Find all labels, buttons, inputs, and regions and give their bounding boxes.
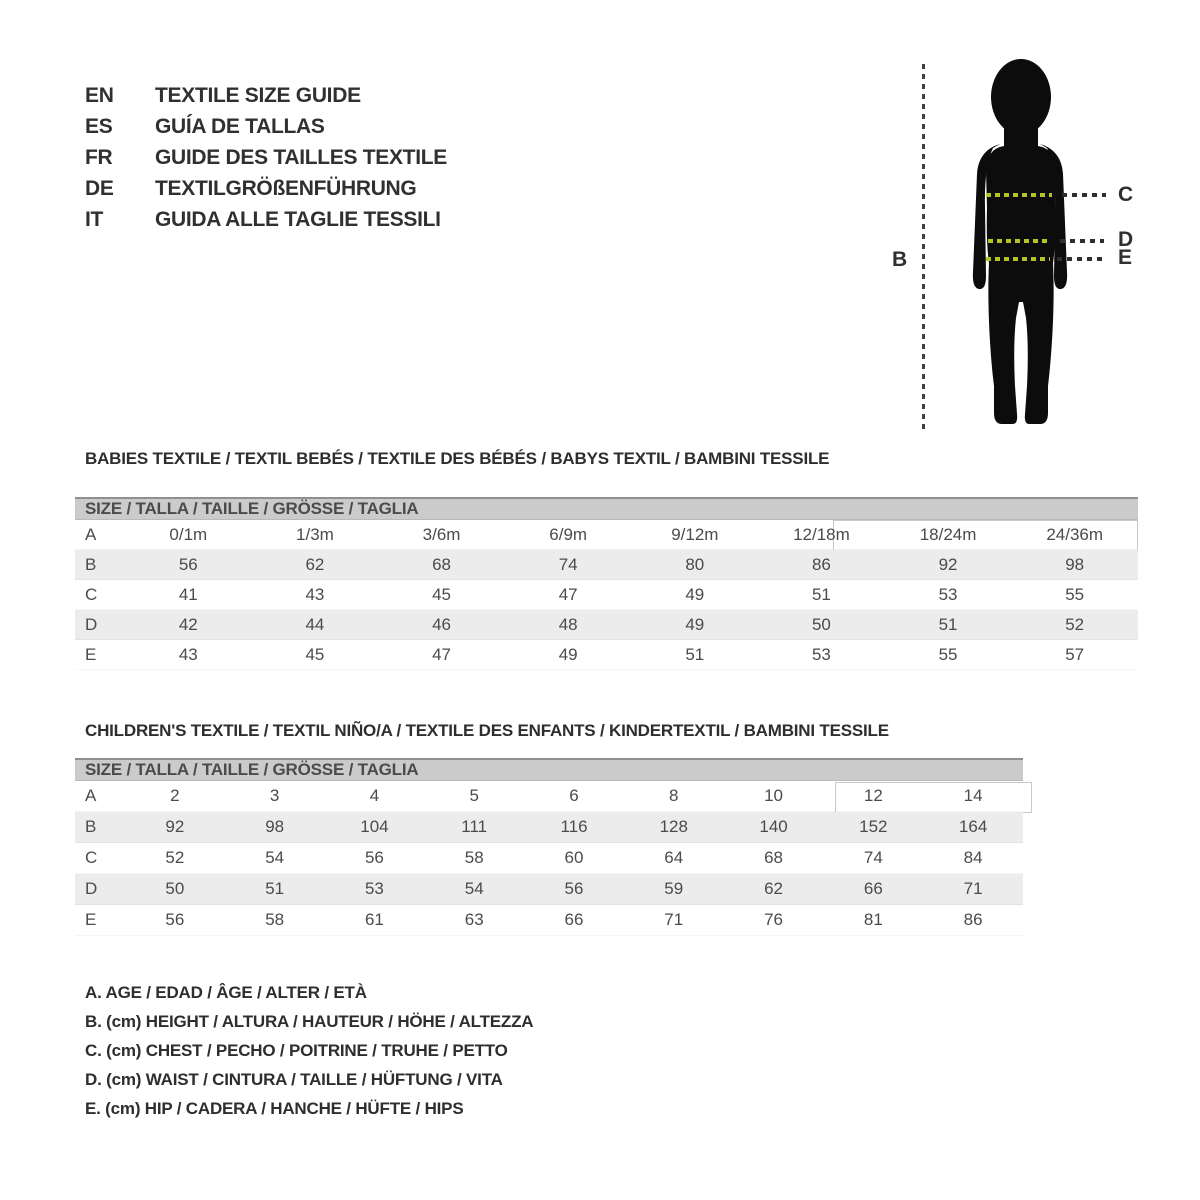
size-cell: 56 bbox=[364, 848, 384, 867]
language-row bbox=[85, 173, 447, 204]
language-row bbox=[85, 111, 447, 142]
size-cell: 86 bbox=[963, 910, 983, 929]
size-cell: 51 bbox=[811, 584, 831, 604]
legend-item: B. (cm) HEIGHT / ALTURA / HAUTEUR / HÖHE / ALTEZZA bbox=[85, 1011, 534, 1031]
size-cell: 18/24m bbox=[919, 524, 977, 544]
size-cell: 116 bbox=[560, 817, 588, 836]
chest-leader-line bbox=[1062, 193, 1106, 197]
child-silhouette-icon bbox=[958, 58, 1082, 438]
row-label: E bbox=[85, 644, 97, 664]
size-cell: 55 bbox=[938, 644, 958, 664]
size-table-header: SIZE / TALLA / TAILLE / GRÖSSE / TAGLIA bbox=[75, 497, 1138, 520]
hip-measure-label: E bbox=[1118, 246, 1133, 269]
size-cell: 59 bbox=[664, 879, 684, 898]
legend-item: E. (cm) HIP / CADERA / HANCHE / HÜFTE / HIPS bbox=[85, 1098, 464, 1118]
size-cell: 76 bbox=[764, 910, 783, 929]
row-label: B bbox=[85, 817, 97, 836]
size-cell: 0/1m bbox=[169, 524, 208, 544]
size-cell: 49 bbox=[558, 644, 578, 664]
size-cell: 51 bbox=[265, 879, 285, 898]
language-code: DE bbox=[85, 176, 114, 200]
size-cell: 49 bbox=[685, 614, 705, 634]
size-table-row-E bbox=[75, 640, 1138, 670]
legend-list bbox=[85, 978, 533, 1123]
size-cell: 49 bbox=[685, 584, 705, 604]
size-cell: 98 bbox=[265, 817, 285, 836]
size-cell: 61 bbox=[364, 910, 384, 929]
size-cell: 45 bbox=[432, 584, 452, 604]
size-cell: 9/12m bbox=[671, 524, 719, 544]
size-cell: 60 bbox=[564, 848, 584, 867]
size-cell: 56 bbox=[564, 879, 584, 898]
size-cell: 81 bbox=[863, 910, 883, 929]
babies-section-title: BABIES TEXTILE / TEXTIL BEBÉS / TEXTILE DES BÉBÉS / BABYS TEXTIL / BAMBINI TESSILE bbox=[85, 449, 830, 468]
size-cell: 50 bbox=[165, 879, 185, 898]
size-table-row-B bbox=[75, 550, 1138, 580]
size-cell: 64 bbox=[664, 848, 684, 867]
row-label: A bbox=[85, 786, 97, 805]
size-cell: 54 bbox=[464, 879, 484, 898]
size-cell: 74 bbox=[558, 554, 578, 574]
size-table-row-B bbox=[75, 812, 1023, 843]
size-cell: 56 bbox=[165, 910, 185, 929]
size-cell: 104 bbox=[360, 817, 389, 836]
legend-item: D. (cm) WAIST / CINTURA / TAILLE / HÜFTUNG / VITA bbox=[85, 1069, 503, 1089]
size-cell: 62 bbox=[305, 554, 325, 574]
language-label: TEXTILE SIZE GUIDE bbox=[155, 83, 361, 107]
row-label: B bbox=[85, 554, 97, 574]
row-label: D bbox=[85, 879, 98, 898]
size-cell: 66 bbox=[863, 879, 883, 898]
waist-leader-line bbox=[1060, 239, 1104, 243]
language-row bbox=[85, 204, 447, 235]
size-cell: 4 bbox=[369, 786, 380, 805]
legend-item: C. (cm) CHEST / PECHO / POITRINE / TRUHE / PETTO bbox=[85, 1040, 508, 1060]
size-cell: 56 bbox=[178, 554, 198, 574]
size-cell: 8 bbox=[669, 786, 679, 805]
language-row bbox=[85, 142, 447, 173]
children-size-table bbox=[75, 758, 1023, 936]
language-label: TEXTILGRÖßENFÜHRUNG bbox=[155, 176, 417, 200]
size-cell: 164 bbox=[958, 817, 988, 836]
size-cell: 140 bbox=[759, 817, 788, 836]
size-cell: 62 bbox=[764, 879, 783, 898]
size-cell: 86 bbox=[811, 554, 831, 574]
language-code: FR bbox=[85, 145, 113, 169]
hip-leader-line bbox=[1057, 257, 1103, 261]
size-cell: 43 bbox=[305, 584, 325, 604]
language-code: EN bbox=[85, 83, 114, 107]
height-measure-label: B bbox=[892, 248, 908, 271]
size-cell: 80 bbox=[685, 554, 705, 574]
size-cell: 51 bbox=[938, 614, 958, 634]
size-cell: 50 bbox=[811, 614, 831, 634]
size-cell: 63 bbox=[464, 910, 484, 929]
size-cell: 12 bbox=[863, 786, 883, 805]
size-cell: 48 bbox=[558, 614, 578, 634]
size-cell: 1/3m bbox=[296, 524, 334, 544]
size-cell: 24/36m bbox=[1046, 524, 1104, 544]
size-cell: 3/6m bbox=[422, 524, 461, 544]
size-cell: 43 bbox=[178, 644, 198, 664]
size-cell: 47 bbox=[558, 584, 578, 604]
language-label: GUÍA DE TALLAS bbox=[155, 114, 325, 138]
size-table-row-A bbox=[75, 520, 1138, 550]
size-cell: 66 bbox=[564, 910, 584, 929]
size-cell: 84 bbox=[963, 848, 983, 867]
size-cell: 45 bbox=[305, 644, 325, 664]
size-table-row-D bbox=[75, 874, 1023, 905]
size-cell: 58 bbox=[464, 848, 484, 867]
size-cell: 6/9m bbox=[549, 524, 588, 544]
children-section-title: CHILDREN'S TEXTILE / TEXTIL NIÑO/A / TEXTILE DES ENFANTS / KINDERTEXTIL / BAMBINI TESSILE bbox=[85, 721, 889, 740]
size-cell: 52 bbox=[1065, 614, 1085, 634]
waist-measure-label: D bbox=[1118, 228, 1134, 251]
row-label: C bbox=[85, 584, 98, 604]
size-cell: 68 bbox=[432, 554, 452, 574]
legend-item: A. AGE / EDAD / ÂGE / ALTER / ETÀ bbox=[85, 982, 367, 1002]
size-cell: 53 bbox=[364, 879, 384, 898]
size-cell: 53 bbox=[811, 644, 831, 664]
size-cell: 53 bbox=[938, 584, 958, 604]
size-cell: 55 bbox=[1065, 584, 1085, 604]
size-cell: 10 bbox=[764, 786, 783, 805]
size-cell: 92 bbox=[938, 554, 958, 574]
size-table-row-E bbox=[75, 905, 1023, 936]
size-table-header: SIZE / TALLA / TAILLE / GRÖSSE / TAGLIA bbox=[75, 758, 1023, 781]
size-cell: 42 bbox=[178, 614, 198, 634]
chest-measure-line bbox=[986, 193, 1052, 197]
size-cell: 92 bbox=[165, 817, 185, 836]
size-cell: 74 bbox=[863, 848, 883, 867]
size-cell: 128 bbox=[659, 817, 688, 836]
language-row bbox=[85, 80, 447, 111]
row-label: A bbox=[85, 524, 97, 544]
size-cell: 71 bbox=[963, 879, 983, 898]
size-cell: 54 bbox=[265, 848, 285, 867]
row-label: D bbox=[85, 614, 98, 634]
language-list bbox=[85, 80, 447, 235]
size-cell: 12/18m bbox=[793, 524, 850, 544]
row-label: E bbox=[85, 910, 97, 929]
language-label: GUIDA ALLE TAGLIE TESSILI bbox=[155, 207, 441, 231]
size-cell: 41 bbox=[178, 584, 198, 604]
chest-measure-label: C bbox=[1118, 183, 1134, 206]
size-cell: 3 bbox=[269, 786, 280, 805]
size-table-row-D bbox=[75, 610, 1138, 640]
size-cell: 98 bbox=[1065, 554, 1085, 574]
babies-size-table bbox=[75, 497, 1138, 670]
size-cell: 52 bbox=[165, 848, 185, 867]
height-measure-dashed-line bbox=[922, 64, 925, 432]
size-cell: 14 bbox=[963, 786, 983, 805]
size-table-row-C bbox=[75, 580, 1138, 610]
size-cell: 152 bbox=[859, 817, 888, 836]
hip-measure-line bbox=[986, 257, 1050, 261]
waist-measure-line bbox=[988, 239, 1050, 243]
language-code: ES bbox=[85, 114, 113, 138]
size-cell: 71 bbox=[664, 910, 684, 929]
language-code: IT bbox=[85, 207, 104, 231]
size-cell: 47 bbox=[432, 644, 452, 664]
size-cell: 57 bbox=[1065, 644, 1085, 664]
size-cell: 46 bbox=[432, 614, 452, 634]
size-table-row-C bbox=[75, 843, 1023, 874]
row-label: C bbox=[85, 848, 98, 867]
size-cell: 5 bbox=[469, 786, 479, 805]
language-label: GUIDE DES TAILLES TEXTILE bbox=[155, 145, 447, 169]
size-cell: 44 bbox=[305, 614, 325, 634]
size-cell: 6 bbox=[569, 786, 579, 805]
size-table-row-A bbox=[75, 781, 1023, 812]
size-cell: 68 bbox=[764, 848, 783, 867]
size-cell: 58 bbox=[265, 910, 285, 929]
size-cell: 51 bbox=[685, 644, 705, 664]
size-cell: 2 bbox=[170, 786, 180, 805]
size-cell: 111 bbox=[461, 817, 488, 836]
